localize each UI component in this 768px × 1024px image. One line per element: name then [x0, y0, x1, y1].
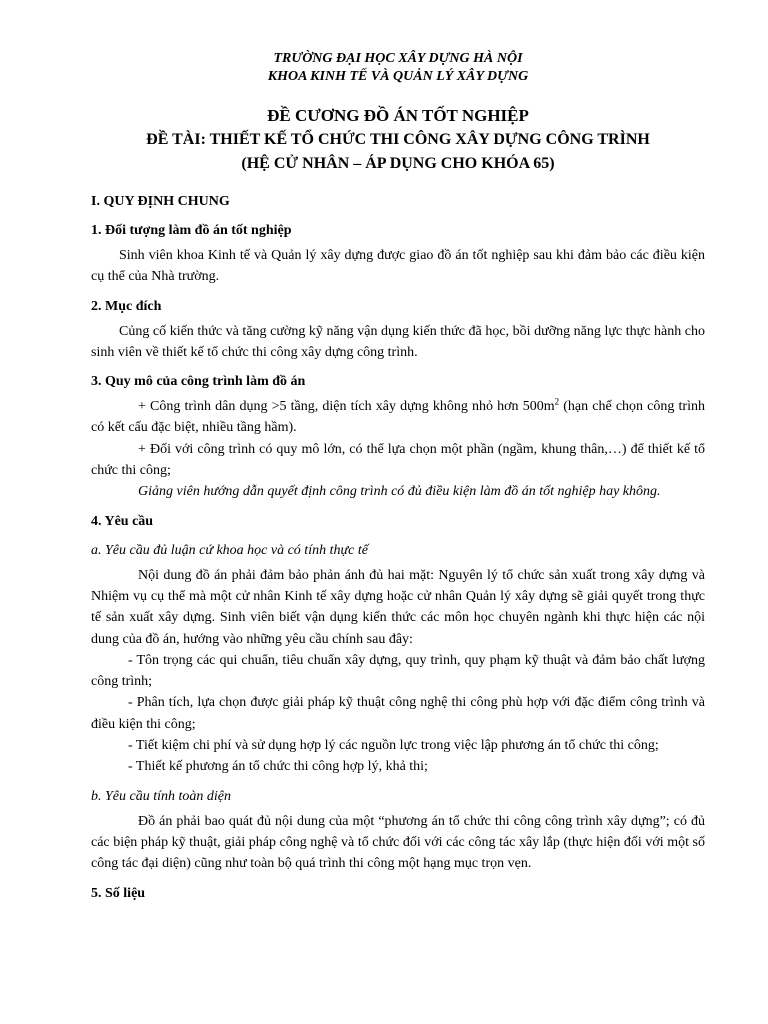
requirement-a-bullet: - Thiết kế phương án tổ chức thi công hợp lý, khả thi; — [128, 759, 428, 775]
subsection-heading-scale: 3. Quy mô của công trình làm đồ án — [91, 374, 306, 390]
paragraph-requirement-b: Đồ án phải bao quát đủ nội dung của một “phương án tổ chức thi công công trình xây dựng”; có đủ các biện pháp kỹ thuật, giải pháp công nghệ và tổ chức đối với các công tác xây lắp (thực hiện đối với một số công tác đại diện) cũng như toàn bộ quá trình thi công một hạng mục trọn vẹn. — [91, 813, 705, 872]
paragraph-scale-note: Giảng viên hướng dẫn quyết định công trình có đủ điều kiện làm đồ án tốt nghiệp hay không. — [138, 484, 661, 500]
subsection-heading-purpose: 2. Mục đích — [91, 298, 162, 314]
document-topic: ĐỀ TÀI: THIẾT KẾ TỔ CHỨC THI CÔNG XÂY DỰNG CÔNG TRÌNH — [146, 131, 650, 148]
subsection-heading-data: 5. Số liệu — [91, 885, 146, 901]
scale-bullet-1-tail: (hạn chế chọn công trình có kết cấu đặc biệt, nhiều tầng hầm). — [91, 399, 705, 436]
superscript: 2 — [554, 396, 560, 407]
requirement-a-bullet: - Phân tích, lựa chọn được giải pháp kỹ thuật công nghệ thi công phù hợp với đặc điểm công trình và điều kiện thi công; — [91, 695, 705, 732]
document-program: (HỆ CỬ NHÂN – ÁP DỤNG CHO KHÓA 65) — [241, 155, 555, 172]
paragraph-scale-bullet-1 — [91, 396, 705, 439]
requirement-a-bullet: - Tiết kiệm chi phí và sử dụng hợp lý các nguồn lực trong việc lập phương án tổ chức thi công; — [128, 738, 659, 754]
document-title: ĐỀ CƯƠNG ĐỒ ÁN TỐT NGHIỆP — [267, 106, 529, 125]
faculty-name: KHOA KINH TẾ VÀ QUẢN LÝ XÂY DỰNG — [267, 69, 529, 84]
document-header — [91, 50, 705, 86]
requirement-a-heading: a. Yêu cầu đủ luận cứ khoa học và có tính thực tế — [91, 542, 368, 558]
subsection-heading-target: 1. Đối tượng làm đồ án tốt nghiệp — [91, 223, 292, 238]
paragraph-requirement-a: Nội dung đồ án phải đảm bảo phản ánh đủ hai mặt: Nguyên lý tổ chức sản xuất trong xây dựng và Nhiệm vụ cụ thể mà một cử nhân Kinh tế xây dựng hoặc cử nhân Quản lý xây dựng sẽ giải quyết trong thực tế sản xuất xây dựng. Sinh viên biết vận dụng kiến thức các môn học chuyên ngành khi thực hiện các nội dung của đồ án, hướng vào những yêu cầu chính sau đây: — [91, 567, 705, 647]
paragraph-scale-bullet-2: + Đối với công trình có quy mô lớn, có thể lựa chọn một phần (ngầm, khung thân,…) để thiết kế tổ chức thi công; — [91, 441, 705, 479]
requirement-b-heading: b. Yêu cầu tính toàn diện — [91, 788, 231, 804]
section-heading-general: I. QUY ĐỊNH CHUNG — [91, 194, 230, 209]
university-name: TRƯỜNG ĐẠI HỌC XÂY DỰNG HÀ NỘI — [273, 51, 523, 66]
paragraph-purpose: Củng cố kiến thức và tăng cường kỹ năng vận dụng kiến thức đã học, bồi dưỡng năng lực thực hành cho sinh viên về thiết kế tổ chức thi công xây dựng công trình. — [91, 323, 705, 360]
paragraph-target: Sinh viên khoa Kinh tế và Quản lý xây dựng được giao đồ án tốt nghiệp sau khi đảm bảo các điều kiện cụ thể của Nhà trường. — [91, 248, 705, 285]
scale-bullet-1-text: + Công trình dân dụng >5 tầng, diện tích xây dựng không nhỏ hơn 500m — [138, 399, 555, 415]
subsection-heading-requirements: 4. Yêu cầu — [91, 513, 154, 529]
requirement-a-bullet: - Tôn trọng các qui chuẩn, tiêu chuẩn xây dựng, quy trình, quy phạm kỹ thuật và đảm bảo chất lượng công trình; — [91, 652, 705, 690]
